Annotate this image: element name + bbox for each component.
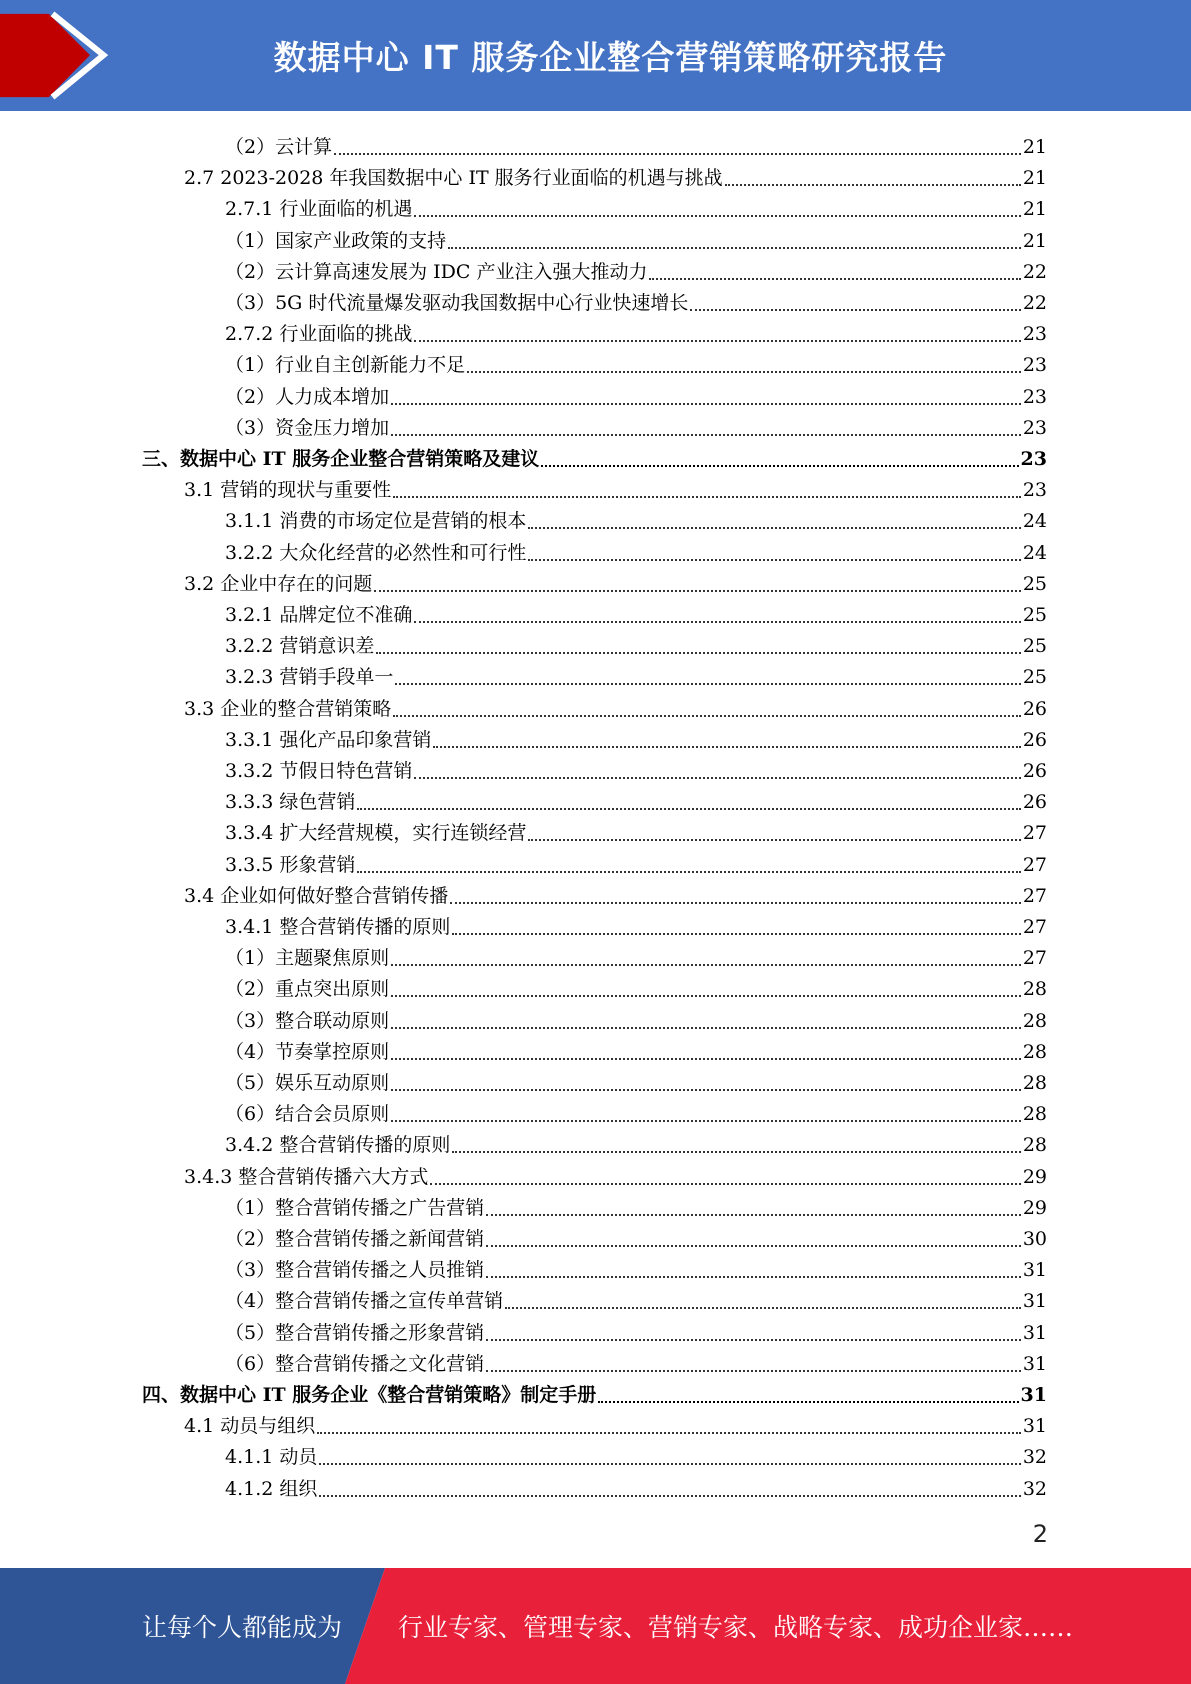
toc-entry-page: 25 <box>1022 635 1047 658</box>
toc-entry-page: 23 <box>1022 416 1047 439</box>
toc-entry-page: 23 <box>1022 323 1047 346</box>
toc-dot-leader <box>391 1057 1021 1060</box>
toc-dot-leader <box>528 558 1020 561</box>
toc-entry-label: （6）整合营销传播之文化营销 <box>225 1352 485 1375</box>
toc-entry-label: （2）整合营销传播之新闻营销 <box>225 1228 485 1250</box>
toc-entry-label: 3.2 企业中存在的问题 <box>184 572 373 595</box>
toc-entry[interactable] <box>184 470 1047 501</box>
toc-entry[interactable] <box>225 1344 1047 1375</box>
toc-dot-leader <box>319 1494 1020 1497</box>
toc-entry-label: （4）节奏掌控原则 <box>225 1040 390 1063</box>
toc-entry-page: 28 <box>1022 1134 1047 1157</box>
toc-entry-page: 31 <box>1022 1321 1047 1344</box>
toc-entry-label: （3）整合联动原则 <box>225 1009 390 1032</box>
toc-entry[interactable] <box>225 283 1047 314</box>
toc-entry-label: （5）娱乐互动原则 <box>225 1072 390 1094</box>
header-arrow-decoration <box>0 0 120 111</box>
toc-dot-leader <box>528 526 1020 529</box>
toc-entry-label: 3.1.1 消费的市场定位是营销的根本 <box>225 510 527 533</box>
footer-slogan-right: 行业专家、管理专家、营销专家、战略专家、成功企业家…… <box>398 1613 1074 1642</box>
toc-dot-leader <box>430 1182 1020 1185</box>
toc-dot-leader <box>486 1369 1021 1372</box>
toc-entry-page: 31 <box>1022 1352 1047 1375</box>
toc-entry-label: （2）云计算高速发展为 IDC 产业注入强大推动力 <box>225 260 648 283</box>
toc-entry-page: 26 <box>1022 791 1047 814</box>
toc-entry-label: 3.4.2 整合营销传播的原则 <box>225 1134 451 1157</box>
toc-entry-label: 2.7.2 行业面临的挑战 <box>225 323 413 346</box>
toc-entry[interactable] <box>142 1375 1047 1406</box>
toc-entry-label: 3.2.1 品牌定位不准确 <box>225 604 413 626</box>
toc-entry-page: 31 <box>1022 1259 1047 1282</box>
toc-entry-label: 2.7.1 行业面临的机遇 <box>225 198 413 221</box>
toc-entry-page: 23 <box>1022 479 1047 502</box>
toc-entry-label: （6）结合会员原则 <box>225 1103 390 1126</box>
toc-dot-leader <box>450 901 1021 904</box>
toc-entry-page: 24 <box>1022 541 1047 564</box>
toc-entry-page: 27 <box>1022 884 1047 907</box>
toc-dot-leader <box>334 152 1021 155</box>
toc-dot-leader <box>376 651 1020 654</box>
toc-entry[interactable] <box>225 782 1047 813</box>
toc-entry[interactable] <box>225 1250 1047 1281</box>
toc-entry[interactable] <box>225 314 1047 345</box>
toc-entry-page: 28 <box>1022 1103 1047 1126</box>
toc-dot-leader <box>433 745 1020 748</box>
toc-entry[interactable] <box>225 1032 1047 1063</box>
page-number: 2 <box>1032 1520 1048 1548</box>
toc-entry[interactable] <box>184 158 1047 189</box>
toc-dot-leader <box>391 963 1021 966</box>
toc-entry-page: 31 <box>1020 1384 1047 1406</box>
toc-entry-page: 27 <box>1022 822 1047 845</box>
toc-dot-leader <box>391 1088 1021 1091</box>
toc-entry-page: 25 <box>1022 604 1047 626</box>
toc-entry-label: 3.4.1 整合营销传播的原则 <box>225 916 451 938</box>
toc-entry[interactable] <box>225 252 1047 283</box>
toc-entry[interactable] <box>225 127 1047 158</box>
toc-entry[interactable] <box>225 813 1047 844</box>
toc-entry-page: 24 <box>1022 510 1047 533</box>
toc-entry-page: 29 <box>1022 1196 1047 1219</box>
toc-dot-leader <box>357 807 1020 810</box>
toc-entry-page: 30 <box>1022 1228 1047 1250</box>
toc-entry-page: 28 <box>1022 978 1047 1001</box>
toc-entry[interactable] <box>225 345 1047 376</box>
toc-entry-page: 28 <box>1022 1040 1047 1063</box>
footer-slogan-left: 让每个人都能成为 <box>142 1613 343 1642</box>
toc-dot-leader <box>486 1213 1021 1216</box>
toc-entry[interactable] <box>225 969 1047 1000</box>
toc-entry[interactable] <box>225 1125 1047 1156</box>
toc-entry[interactable] <box>225 1188 1047 1219</box>
toc-entry-label: 3.2.3 营销手段单一 <box>225 666 394 689</box>
toc-entry[interactable] <box>225 1001 1047 1032</box>
toc-entry-page: 23 <box>1022 354 1047 377</box>
toc-entry[interactable] <box>225 1094 1047 1125</box>
toc-entry-label: （2）云计算 <box>225 136 333 158</box>
toc-entry-page: 27 <box>1022 947 1047 970</box>
toc-entry-label: 3.4.3 整合营销传播六大方式 <box>184 1165 429 1188</box>
toc-entry-label: （1）主题聚焦原则 <box>225 947 390 970</box>
toc-entry-label: 3.3.3 绿色营销 <box>225 791 356 814</box>
toc-entry-label: 3.2.2 营销意识差 <box>225 635 375 658</box>
toc-entry[interactable] <box>184 876 1047 907</box>
toc-dot-leader <box>319 1462 1020 1465</box>
toc-entry-label: 四、数据中心 IT 服务企业《整合营销策略》制定手册 <box>142 1384 597 1406</box>
toc-entry-page: 25 <box>1022 572 1047 595</box>
toc-entry-label: 3.3 企业的整合营销策略 <box>184 697 392 720</box>
toc-entry-label: （1）国家产业政策的支持 <box>225 229 447 252</box>
toc-entry[interactable] <box>225 1063 1047 1094</box>
toc-entry-label: 4.1.2 组织 <box>225 1477 318 1500</box>
toc-entry-page: 27 <box>1022 916 1047 938</box>
toc-entry-label: （2）人力成本增加 <box>225 385 390 408</box>
toc-dot-leader <box>649 277 1020 280</box>
toc-entry[interactable] <box>225 533 1047 564</box>
toc-entry-page: 32 <box>1022 1446 1047 1469</box>
toc-dot-leader <box>452 932 1020 935</box>
toc-entry-page: 31 <box>1022 1290 1047 1313</box>
toc-entry-page: 32 <box>1022 1477 1047 1500</box>
toc-dot-leader <box>317 1431 1021 1434</box>
toc-entry-page: 31 <box>1022 1415 1047 1438</box>
toc-dot-leader <box>505 1306 1021 1309</box>
toc-entry[interactable] <box>225 938 1047 969</box>
toc-entry-label: （2）重点突出原则 <box>225 978 390 1001</box>
toc-entry-label: （1）整合营销传播之广告营销 <box>225 1196 485 1219</box>
toc-dot-leader <box>486 1338 1021 1341</box>
toc-entry[interactable] <box>225 501 1047 532</box>
toc-dot-leader <box>391 1119 1021 1122</box>
toc-entry[interactable] <box>225 1469 1047 1500</box>
toc-entry[interactable] <box>225 377 1047 408</box>
toc-entry[interactable] <box>142 439 1047 470</box>
toc-entry[interactable] <box>184 1406 1047 1437</box>
toc-entry[interactable] <box>225 1219 1047 1250</box>
toc-entry-label: 3.3.1 强化产品印象营销 <box>225 728 432 751</box>
toc-dot-leader <box>467 370 1021 373</box>
toc-entry-label: 3.4 企业如何做好整合营销传播 <box>184 884 449 907</box>
toc-entry-page: 21 <box>1022 229 1047 252</box>
toc-dot-leader <box>414 776 1020 779</box>
toc-entry[interactable] <box>184 1157 1047 1188</box>
toc-dot-leader <box>393 714 1021 717</box>
toc-entry[interactable] <box>225 595 1047 626</box>
toc-entry-page: 23 <box>1022 385 1047 408</box>
toc-dot-leader <box>393 495 1021 498</box>
toc-entry-label: 3.1 营销的现状与重要性 <box>184 479 392 502</box>
toc-entry-page: 22 <box>1022 292 1047 314</box>
toc-entry-label: （4）整合营销传播之宣传单营销 <box>225 1290 504 1313</box>
toc-dot-leader <box>528 838 1020 841</box>
toc-entry[interactable] <box>225 907 1047 938</box>
toc-dot-leader <box>357 870 1020 873</box>
toc-entry-page: 29 <box>1022 1165 1047 1188</box>
toc-entry[interactable] <box>225 221 1047 252</box>
toc-entry-page: 27 <box>1022 853 1047 876</box>
toc-dot-leader <box>598 1400 1018 1403</box>
toc-dot-leader <box>374 589 1021 592</box>
toc-entry-label: （3）5G 时代流量爆发驱动我国数据中心行业快速增长 <box>225 292 689 314</box>
toc-dot-leader <box>414 620 1020 623</box>
toc-entry[interactable] <box>225 845 1047 876</box>
toc-dot-leader <box>395 682 1020 685</box>
toc-entry-label: 3.3.4 扩大经营规模，实行连锁经营 <box>225 822 527 845</box>
toc-entry-label: 2.7 2023-2028 年我国数据中心 IT 服务行业面临的机遇与挑战 <box>184 167 723 190</box>
toc-entry[interactable] <box>225 408 1047 439</box>
toc-entry[interactable] <box>184 689 1047 720</box>
toc-entry-label: 4.1 动员与组织 <box>184 1415 316 1438</box>
toc-entry-label: （3）整合营销传播之人员推销 <box>225 1259 485 1282</box>
toc-entry-label: （5）整合营销传播之形象营销 <box>225 1321 485 1344</box>
toc-entry[interactable] <box>225 1437 1047 1468</box>
toc-entry[interactable] <box>225 657 1047 688</box>
toc-dot-leader <box>391 402 1021 405</box>
toc-entry[interactable] <box>225 189 1047 220</box>
toc-dot-leader <box>448 246 1021 249</box>
toc-entry-label: 3.3.2 节假日特色营销 <box>225 760 413 782</box>
toc-entry-label: 4.1.1 动员 <box>225 1446 318 1469</box>
header-banner <box>0 0 1191 111</box>
toc-dot-leader <box>391 994 1021 997</box>
toc-entry[interactable] <box>225 720 1047 751</box>
footer-banner <box>0 1568 1191 1684</box>
toc-entry-page: 28 <box>1022 1072 1047 1094</box>
toc-dot-leader <box>391 1026 1021 1029</box>
toc-entry-label: （1）行业自主创新能力不足 <box>225 354 466 377</box>
toc-entry[interactable] <box>225 1281 1047 1312</box>
toc-entry-page: 21 <box>1022 167 1047 190</box>
toc-entry[interactable] <box>225 626 1047 657</box>
toc-entry-page: 26 <box>1022 760 1047 782</box>
toc-dot-leader <box>452 1150 1020 1153</box>
toc-entry-page: 26 <box>1022 697 1047 720</box>
toc-dot-leader <box>414 214 1020 217</box>
toc-entry-page: 21 <box>1022 136 1047 158</box>
toc-entry-label: 三、数据中心 IT 服务企业整合营销策略及建议 <box>142 448 540 470</box>
toc-entry-page: 21 <box>1022 198 1047 221</box>
toc-entry-label: 3.3.5 形象营销 <box>225 853 356 876</box>
toc-entry-page: 28 <box>1022 1009 1047 1032</box>
toc-dot-leader <box>725 183 1021 186</box>
toc-dot-leader <box>486 1275 1021 1278</box>
toc-entry[interactable] <box>225 1313 1047 1344</box>
toc-dot-leader <box>541 464 1018 467</box>
report-title: 数据中心 IT 服务企业整合营销策略研究报告 <box>273 38 948 77</box>
toc-entry-page: 26 <box>1022 728 1047 751</box>
toc-entry[interactable] <box>225 751 1047 782</box>
toc-entry-page: 22 <box>1022 260 1047 283</box>
toc-entry[interactable] <box>184 564 1047 595</box>
toc-dot-leader <box>414 339 1020 342</box>
toc-entry-page: 25 <box>1022 666 1047 689</box>
toc-dot-leader <box>690 308 1020 311</box>
toc-dot-leader <box>486 1244 1021 1247</box>
toc-dot-leader <box>391 433 1021 436</box>
toc-entry-label: 3.2.2 大众化经营的必然性和可行性 <box>225 541 527 564</box>
toc-entry-page: 23 <box>1020 448 1047 470</box>
toc-entry-label: （3）资金压力增加 <box>225 416 390 439</box>
